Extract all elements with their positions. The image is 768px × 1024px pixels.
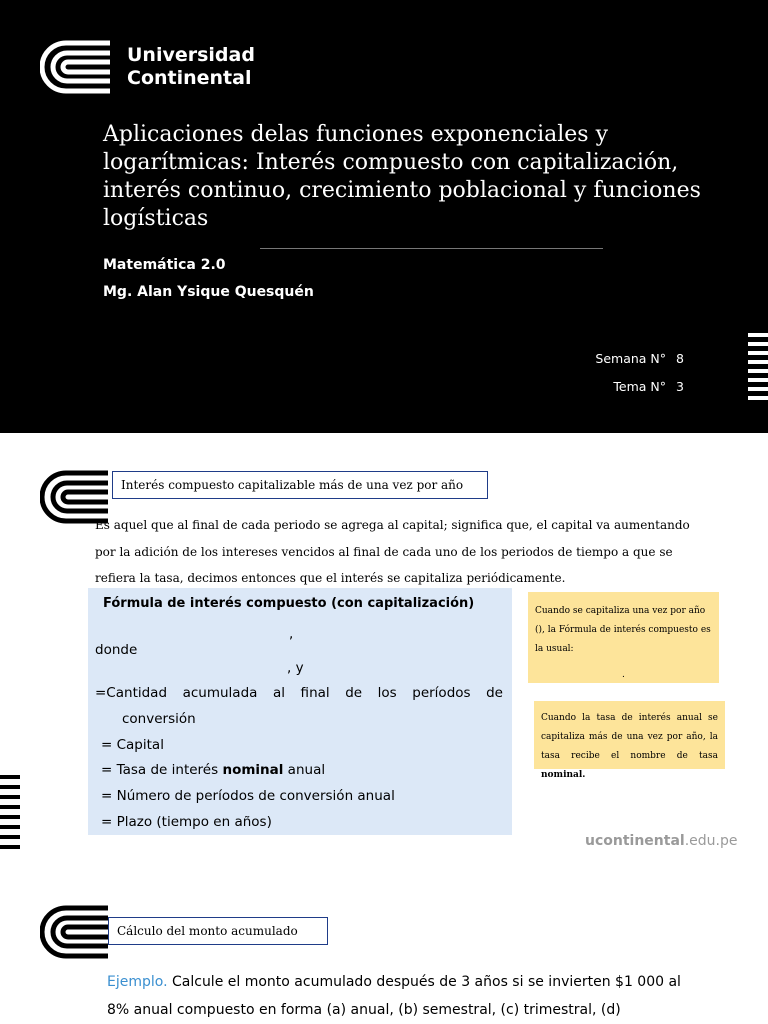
variable-P: = Capital: [101, 737, 164, 753]
week-number: 8: [676, 351, 684, 366]
title-slide: [0, 0, 768, 433]
formula-comma-y: , y: [287, 660, 304, 676]
note-annual-capitalization: [528, 592, 719, 683]
donde-label: donde: [95, 642, 138, 658]
title-divider: [260, 248, 603, 249]
variable-r-bold: nominal: [222, 762, 284, 778]
university-logo-icon: [40, 905, 110, 959]
note-nominal-rate: [534, 701, 725, 780]
decorative-stripes-icon: [0, 775, 20, 845]
week-label: Semana N°: [595, 351, 667, 366]
variable-m: = Número de períodos de conversión anual: [101, 788, 395, 804]
note1-text: Cuando se capitaliza una vez por año (), la Fórmula de interés compuesto es la usual:: [535, 606, 711, 654]
week-info: [595, 351, 684, 367]
variable-r-pre: = Tasa de interés: [101, 762, 223, 778]
definition-paragraph: Es aquel que al final de cada periodo se agrega al capital; significa que, el capital va aumentando por la adición de los intereses vencidos al final de cada uno de los periodos de tiempo a que se refiera la tasa, decimos entonces que el interés se capitaliza periódicamente.: [95, 518, 690, 585]
section-heading-2: Cálculo del monto acumulado: [108, 917, 328, 945]
example-text: Calcule el monto acumulado después de 3 años si se invierten $1 000 al 8% anual compuesto en forma (a) anual, (b) semestral, (c) trimestral, (d): [107, 974, 681, 1018]
teacher-name: Mg. Alan Ysique Quesquén: [103, 284, 314, 300]
variable-r: [101, 762, 325, 778]
example-paragraph: [107, 968, 707, 1024]
note2-bold: nominal.: [541, 770, 586, 780]
university-logo-icon: [40, 40, 116, 94]
topic-label: Tema N°: [613, 379, 667, 394]
example-label: Ejemplo.: [107, 974, 168, 990]
topic-info: [613, 379, 684, 395]
variable-A: =Cantidad acumulada al final de los períodos de: [95, 685, 503, 701]
note2-text: Cuando la tasa de interés anual se capitaliza más de una vez por año, la tasa recibe el nombre de tasa: [541, 713, 718, 761]
brand-line-2: Continental: [127, 67, 252, 89]
footer-url: [585, 833, 738, 849]
university-name: [127, 44, 255, 90]
topic-number: 3: [676, 379, 684, 394]
formula-box: [88, 588, 512, 835]
course-name: Matemática 2.0: [103, 257, 226, 273]
brand-line-1: Universidad: [127, 44, 255, 66]
footer-brand: ucontinental: [585, 833, 685, 849]
variable-t: = Plazo (tiempo en años): [101, 814, 272, 830]
section-heading: Interés compuesto capitalizable más de una vez por año: [112, 471, 488, 499]
formula-comma: ,: [289, 626, 294, 642]
decorative-stripes-icon: [748, 333, 768, 403]
note1-dot: .: [622, 670, 625, 680]
variable-A-cont: conversión: [122, 711, 196, 727]
footer-domain: .edu.pe: [684, 833, 738, 849]
variable-r-post: anual: [283, 762, 326, 778]
formula-title: Fórmula de interés compuesto (con capitalización): [103, 596, 475, 611]
slide-title: Aplicaciones delas funciones exponenciales y logarítmicas: Interés compuesto con capitalización, interés continuo, crecimiento poblacional y funciones logísticas: [103, 122, 701, 231]
